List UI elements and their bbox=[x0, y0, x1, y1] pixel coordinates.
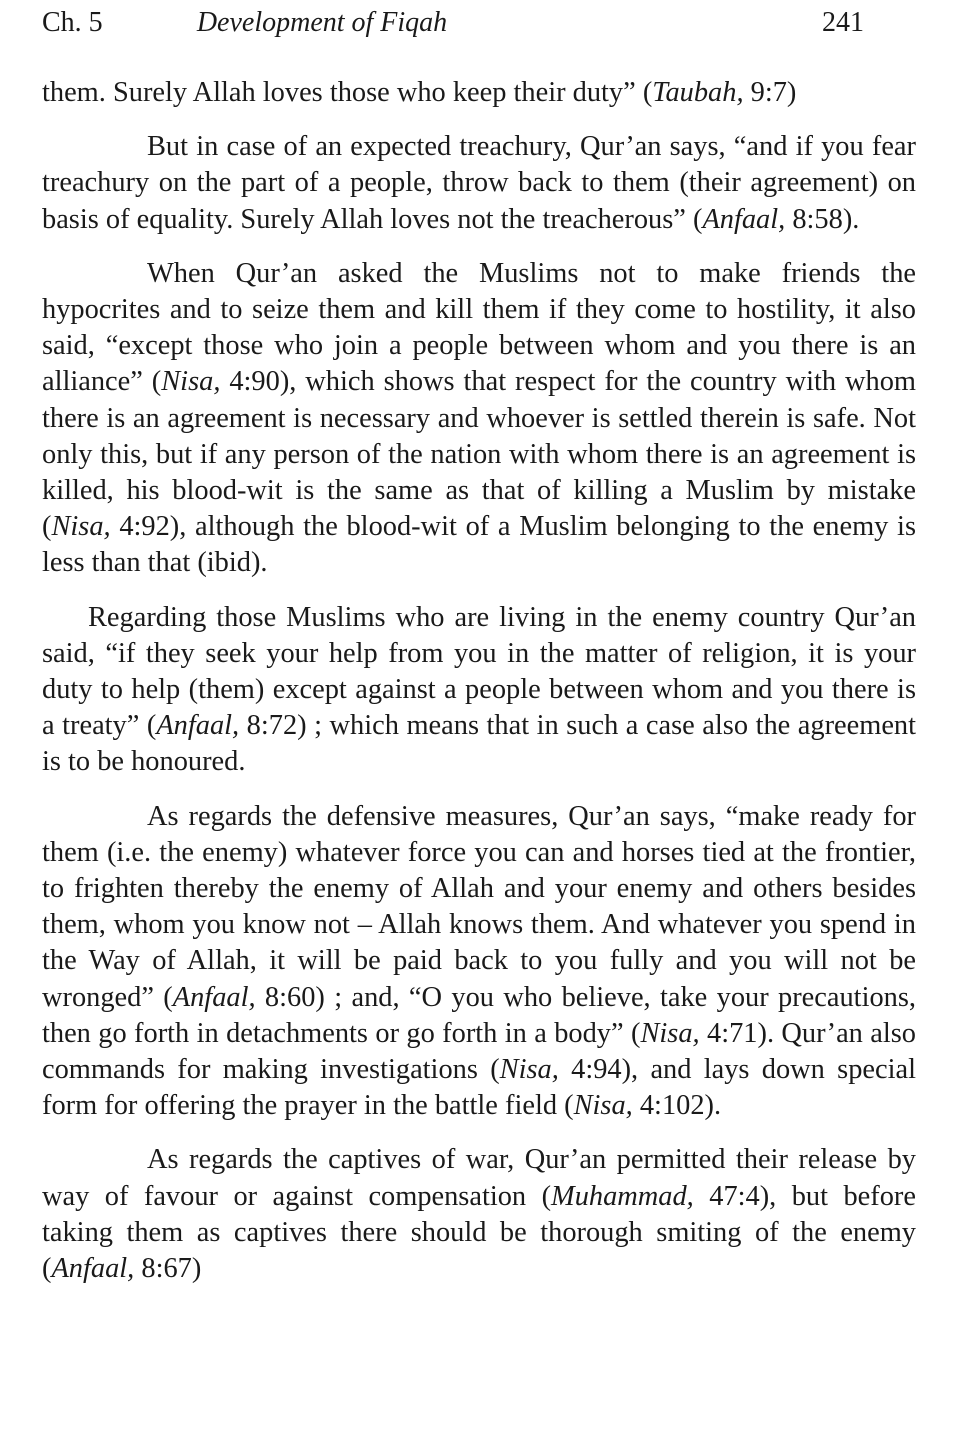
book-page bbox=[42, 0, 916, 1446]
chapter-label: Ch. 5 bbox=[42, 7, 103, 38]
text-segment: Regarding those Muslims who are living in the enemy country Qur’an said, “if they seek your help from you in the matter of religion, it is your duty to help (them) except against a people between whom and you there is a treaty” ( bbox=[42, 601, 916, 742]
citation-surah-name: Anfaal, bbox=[702, 203, 786, 235]
text-segment: 8:60) ; and, “O you who believe, take your precautions, then go forth in detachments or go forth in a body” ( bbox=[42, 981, 916, 1049]
text-segment: 8:67) bbox=[134, 1253, 202, 1285]
paragraph-hypocrites bbox=[42, 256, 916, 582]
text-segment: 4:90), which shows that respect for the country with whom there is an agreement is necessary and whoever is settled therein is safe. Not only this, but if any person of the nation with whom there is an agreement is killed, his blood-wit is the same as that of killing a Muslim by mistake ( bbox=[42, 366, 916, 543]
running-head bbox=[42, 3, 916, 43]
text-segment: But in case of an expected treachury, Qur’an says, “and if you fear treachury on the part of a people, throw back to them (their agreement) on basis of equality. Surely Allah loves not the treacherous” ( bbox=[42, 131, 916, 235]
citation-surah-name: Nisa, bbox=[51, 511, 111, 543]
text-segment: As regards the captives of war, Qur’an permitted their release by way of favour or against compensation ( bbox=[42, 1144, 916, 1212]
text-segment: 9:7) bbox=[743, 77, 797, 108]
paragraph-enemy-country bbox=[42, 600, 916, 781]
text-segment: 8:58). bbox=[785, 203, 860, 235]
text-segment: 4:71). Qur’an also commands for making investigations ( bbox=[42, 1017, 917, 1086]
text-segment: 4:94), and lays down special form for offering the prayer in the battle field ( bbox=[42, 1054, 917, 1122]
citation-surah-name: Nisa, bbox=[161, 366, 221, 398]
text-segment: 4:92), although the blood-wit of a Muslim belonging to the enemy is less than that (ibid). bbox=[42, 511, 916, 579]
paragraph-continuation bbox=[42, 75, 916, 111]
citation-surah-name: Anfaal, bbox=[156, 710, 240, 742]
text-segment: 8:72) ; which means that in such a case also the agreement is to be honoured. bbox=[42, 710, 916, 778]
paragraph-treachery bbox=[42, 129, 916, 238]
text-segment: As regards the defensive measures, Qur’an says, “make ready for them (i.e. the enemy) whatever force you can and horses tied at the frontier, to frighten thereby the enemy of Allah and your enemy and others besides them, whom you know not – Allah knows them. And whatever you spend in the Way of Allah, it will be paid back to you fully and you will not be wronged” ( bbox=[42, 800, 916, 1013]
text-segment: When Qur’an asked the Muslims not to make friends the hypocrites and to seize them and kill them if they come to hostility, it also said, “except those who join a people between whom and you there is an alliance” ( bbox=[42, 257, 916, 398]
running-title: Development of Fiqah bbox=[196, 7, 448, 38]
text-segment: 47:4), but before taking them as captives there should be thorough smiting of the enemy ( bbox=[42, 1180, 916, 1285]
citation-surah-name: Anfaal, bbox=[51, 1253, 135, 1285]
paragraph-captives bbox=[42, 1142, 916, 1287]
citation-surah-name: Nisa, bbox=[499, 1054, 559, 1086]
citation-surah-name: Nisa, bbox=[640, 1017, 700, 1049]
text-segment: them. Surely Allah loves those who keep their duty” ( bbox=[42, 77, 653, 108]
citation-surah-name: Nisa, bbox=[573, 1090, 633, 1122]
citation-surah-name: Muhammad, bbox=[551, 1180, 694, 1212]
paragraph-defensive-measures bbox=[42, 799, 916, 1125]
body-text bbox=[42, 75, 916, 1305]
text-segment: 4:102). bbox=[632, 1090, 722, 1122]
page-number: 241 bbox=[822, 7, 864, 38]
citation-surah-name: Anfaal, bbox=[172, 981, 256, 1013]
citation-surah-name: Taubah, bbox=[652, 77, 744, 108]
